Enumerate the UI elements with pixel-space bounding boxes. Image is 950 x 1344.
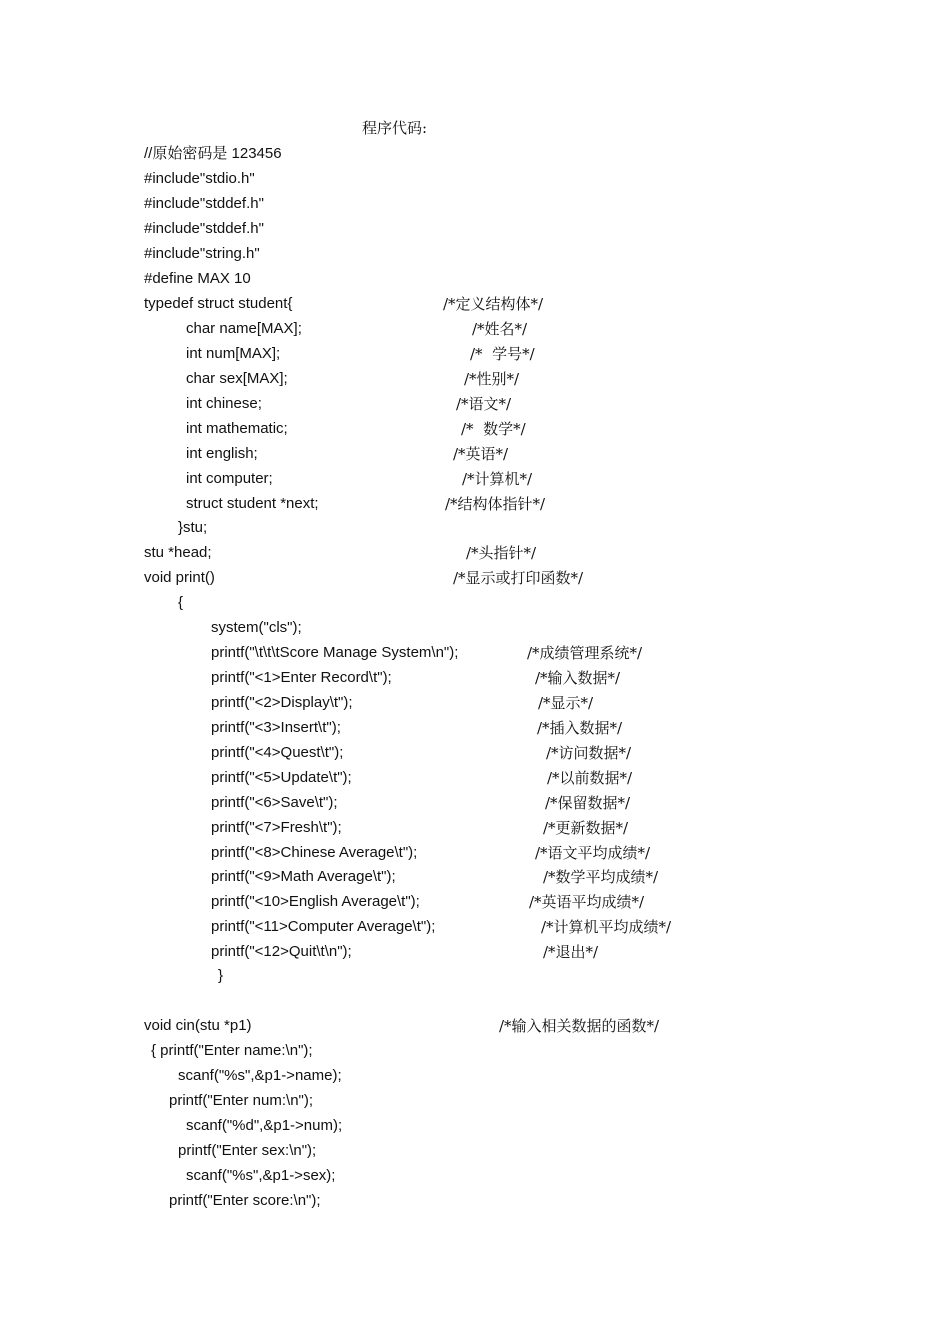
code-comment: /*结构体指针*/ [445, 495, 546, 513]
code-line: printf("<12>Quit\t\n"); [211, 943, 352, 960]
code-line: system("cls"); [211, 619, 302, 636]
code-comment: /*以前数据*/ [547, 769, 633, 787]
code-line: printf("<11>Computer Average\t"); [211, 918, 436, 935]
code-comment: /*成绩管理系统*/ [527, 644, 643, 662]
code-comment: /*插入数据*/ [537, 719, 623, 737]
code-comment: /*输入相关数据的函数*/ [499, 1017, 660, 1035]
code-line: printf("<4>Quest\t"); [211, 744, 344, 761]
code-line: int mathematic; [186, 420, 288, 437]
code-comment: /*定义结构体*/ [443, 295, 544, 313]
code-line: printf("<6>Save\t"); [211, 794, 338, 811]
code-line: int num[MAX]; [186, 345, 281, 362]
code-line: #define MAX 10 [144, 270, 251, 287]
code-line: char name[MAX]; [186, 320, 302, 337]
code-line: scanf("%s",&p1->name); [178, 1067, 342, 1084]
code-comment: /*英语平均成绩*/ [529, 893, 645, 911]
code-comment: /*数学平均成绩*/ [543, 868, 659, 886]
code-comment: /*语文*/ [456, 395, 512, 413]
code-line: int english; [186, 445, 258, 462]
code-comment: /*显示*/ [538, 694, 594, 712]
page-heading: 程序代码: [362, 119, 428, 137]
code-line: //原始密码是 123456 [144, 145, 282, 162]
code-line: int chinese; [186, 395, 262, 412]
code-line: printf("<10>English Average\t"); [211, 893, 420, 910]
code-line: scanf("%d",&p1->num); [186, 1117, 343, 1134]
code-comment: /*性别*/ [464, 370, 520, 388]
code-line: printf("<3>Insert\t"); [211, 719, 341, 736]
code-line: struct student *next; [186, 495, 319, 512]
code-line: }stu; [178, 519, 208, 536]
code-comment: /*更新数据*/ [543, 819, 629, 837]
code-line: { [178, 594, 184, 611]
code-line: char sex[MAX]; [186, 370, 288, 387]
code-comment: /*保留数据*/ [545, 794, 631, 812]
code-line: { printf("Enter name:\n"); [151, 1042, 313, 1059]
code-line: printf("<5>Update\t"); [211, 769, 352, 786]
code-line: printf("Enter score:\n"); [169, 1192, 321, 1209]
code-comment: /*计算机*/ [462, 470, 533, 488]
code-line: printf("<2>Display\t"); [211, 694, 353, 711]
code-line: int computer; [186, 470, 273, 487]
code-comment: /*计算机平均成绩*/ [541, 918, 672, 936]
code-line: #include"stdio.h" [144, 170, 255, 187]
code-comment: /*显示或打印函数*/ [453, 569, 584, 587]
code-line: printf("<8>Chinese Average\t"); [211, 844, 418, 861]
code-line: printf("<1>Enter Record\t"); [211, 669, 392, 686]
code-comment: /* 学号*/ [470, 345, 535, 363]
code-line: printf("<9>Math Average\t"); [211, 868, 396, 885]
code-comment: /*姓名*/ [472, 320, 528, 338]
code-line: printf("\t\t\tScore Manage System\n"); [211, 644, 459, 661]
code-line: void cin(stu *p1) [144, 1017, 252, 1034]
code-line: #include"stddef.h" [144, 195, 264, 212]
code-comment: /* 数学*/ [461, 420, 526, 438]
code-comment: /*语文平均成绩*/ [535, 844, 651, 862]
code-line: #include"stddef.h" [144, 220, 264, 237]
code-line: stu *head; [144, 544, 212, 561]
code-comment: /*头指针*/ [466, 544, 537, 562]
code-line: printf("<7>Fresh\t"); [211, 819, 342, 836]
code-comment: /*英语*/ [453, 445, 509, 463]
code-comment: /*退出*/ [543, 943, 599, 961]
code-comment: /*输入数据*/ [535, 669, 621, 687]
code-line: } [218, 967, 224, 984]
code-line: scanf("%s",&p1->sex); [186, 1167, 336, 1184]
code-line: #include"string.h" [144, 245, 260, 262]
code-line: void print() [144, 569, 215, 586]
code-line: printf("Enter num:\n"); [169, 1092, 314, 1109]
code-comment: /*访问数据*/ [546, 744, 632, 762]
code-line: printf("Enter sex:\n"); [178, 1142, 317, 1159]
code-line: typedef struct student{ [144, 295, 293, 312]
